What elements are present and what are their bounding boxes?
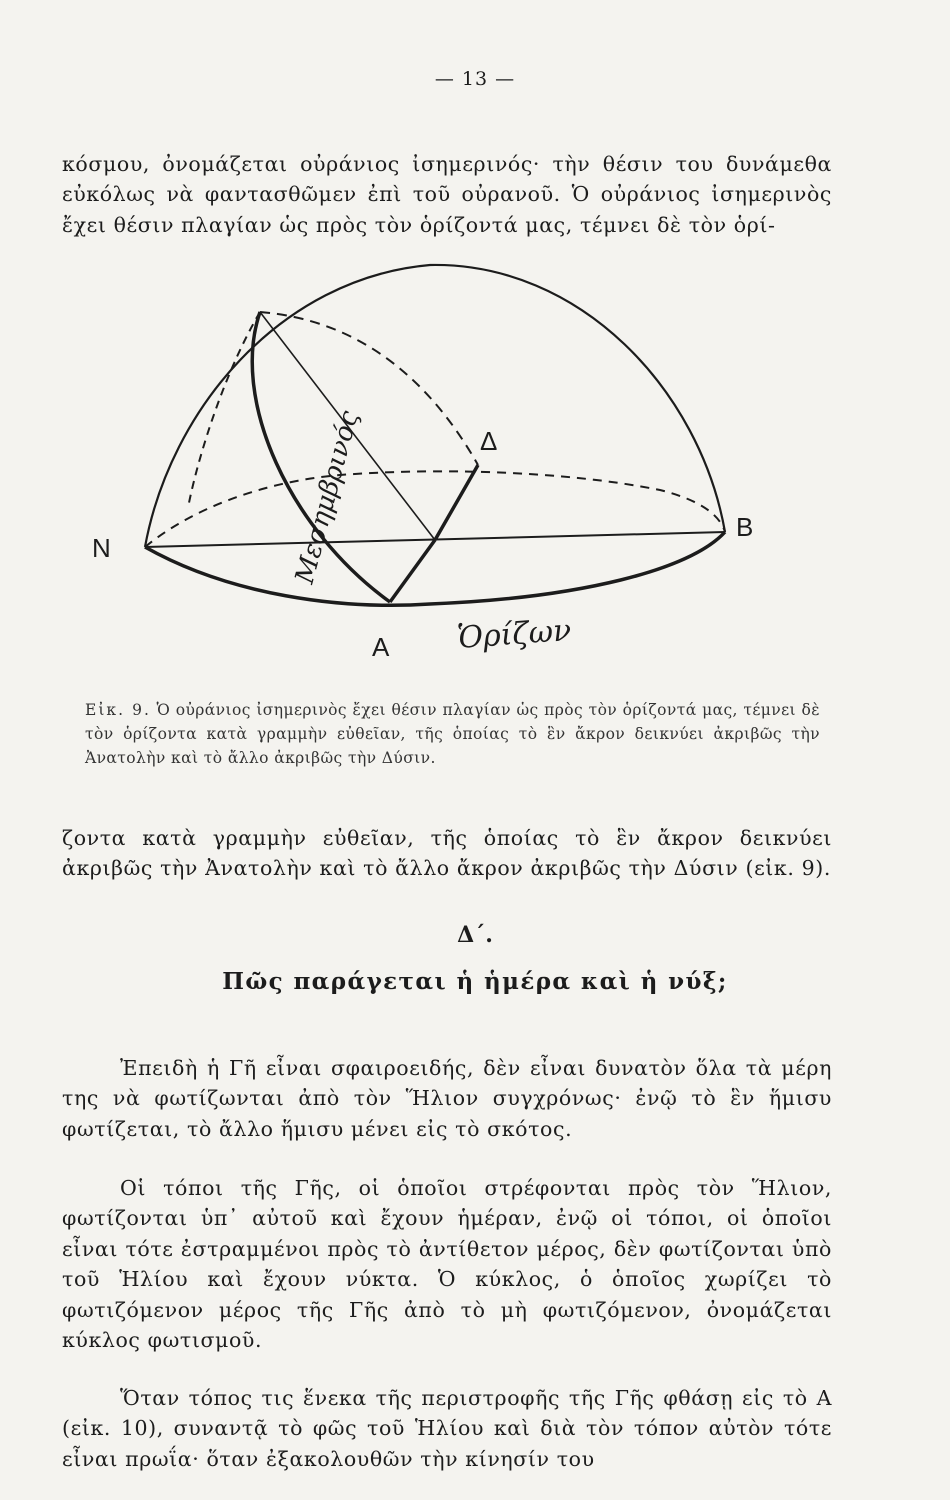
label-n: N xyxy=(92,533,111,563)
body-paragraph: Ὅταν τόπος τις ἕνεκα τῆς περιστροφῆς τῆς Γῆς φθάσῃ εἰς τὸ Α (εἰκ. 10), συναντᾷ τὸ φῶς τοῦ Ἡλίου καὶ διὰ τὸν τόπον αὐτὸν τότε εἶναι πρωΐα· ὅταν ἐξακολουθῶν τὴν κίνησίν του xyxy=(62,1385,832,1471)
section-title: Πῶς παράγεται ἡ ἡμέρα καὶ ἡ νύξ; xyxy=(222,968,728,995)
caption-label: Εἰκ. 9. xyxy=(85,700,151,719)
label-horizon: Ὁρίζων xyxy=(456,613,573,656)
paragraph-top: κόσμου, ὀνομάζεται οὐράνιος ἰσημερινός· τὴν θέσιν του δυνάμεθα εὐκόλως νὰ φαντασθῶμεν ἐπὶ τοῦ οὐρανοῦ. Ὁ οὐράνιος ἰσημερινὸς ἔχει θέσιν πλαγίαν ὡς πρὸς τὸν ὁρίζοντά μας, τέμνει δὲ τὸν ὁρί- xyxy=(62,151,832,237)
caption-text: Ὁ οὐράνιος ἰσημερινὸς ἔχει θέσιν πλαγίαν ὡς πρὸς τὸν ὁρίζοντά μας, τέμνει δὲ τὸν ὁρίζοντα κατὰ γραμμὴν εὐθεῖαν, τῆς ὁποίας τὸ ἓν ἄκρον δεικνύει ἀκριβῶς τὴν Ἀνατολὴν καὶ τὸ ἄλλο ἀκριβῶς τὴν Δύσιν. xyxy=(85,700,820,767)
body-paragraph: Οἱ τόποι τῆς Γῆς, οἱ ὁποῖοι στρέφονται πρὸς τὸν Ἥλιον, φωτίζονται ὑπ᾿ αὐτοῦ καὶ ἔχουν ἡμέραν, ἐνῷ οἱ τόποι, οἱ ὁποῖοι εἶναι τότε ἐστραμμένοι πρὸς τὸ ἀντίθετον μέρος, δὲν φωτίζονται ὑπὸ τοῦ Ἡλίου καὶ ἔχουν νύκτα. Ὁ κύκλος, ὁ ὁποῖος χωρίζει τὸ φωτιζόμενον μέρος τῆς Γῆς ἀπὸ τὸ μὴ φωτιζόμενον, ὀνομάζεται κύκλος φωτισμοῦ. xyxy=(62,1175,832,1352)
section-letter: Δ΄. xyxy=(457,922,493,948)
label-b: B xyxy=(736,512,754,542)
label-meridian: Μεσημβρινός xyxy=(289,407,365,587)
celestial-equator-figure xyxy=(92,250,800,690)
center-a-line xyxy=(390,540,435,602)
label-a: A xyxy=(372,632,390,662)
meridian-back-dashed xyxy=(188,312,260,508)
hemisphere-diagram xyxy=(92,250,800,690)
horizon-front-curve xyxy=(145,532,725,605)
page-number: — 13 — xyxy=(434,68,516,90)
delta-center-line xyxy=(435,465,478,540)
body-paragraph: Ἐπειδὴ ἡ Γῆ εἶναι σφαιροειδής, δὲν εἶναι δυνατὸν ὅλα τὰ μέρη της νὰ φωτίζωνται ἀπὸ τὸν Ἥλιον συγχρόνως· ἐνῷ τὸ ἓν ἥμισυ φωτίζεται, τὸ ἄλλο ἥμισυ μένει εἰς τὸ σκότος. xyxy=(62,1055,832,1141)
label-delta: Δ xyxy=(480,426,498,456)
figure-caption xyxy=(85,698,820,770)
horizon-back-dashed xyxy=(145,471,725,547)
paragraph-continued: ζοντα κατὰ γραμμὴν εὐθεῖαν, τῆς ὁποίας τὸ ἓν ἄκρον δεικνύει ἀκριβῶς τὴν Ἀνατολὴν καὶ τὸ ἄλλο ἄκρον ἀκριβῶς τὴν Δύσιν (εἰκ. 9). xyxy=(62,825,832,880)
dome-outline xyxy=(145,265,725,547)
arc-to-delta xyxy=(260,312,478,465)
